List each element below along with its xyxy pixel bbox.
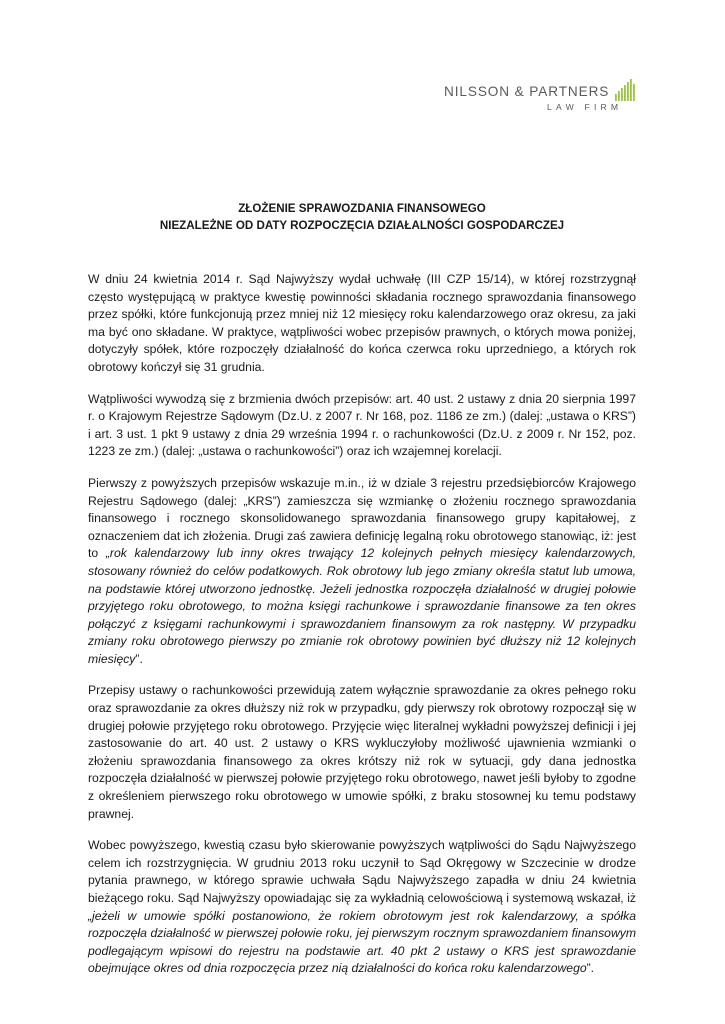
paragraph-4: Przepisy ustawy o rachunkowości przewidują zatem wyłącznie sprawozdanie za okres pełnego roku oraz sprawozdanie za okres dłuższy niż rok w przypadku, gdy pierwszy rok obrotowy rozpoczął się w drugiej połowie przyjętego roku obrotowego. Przyjęcie więc literalnej wykładni powyższej definicji i jej zastosowanie do art. 40 ust. 2 ustawy o KRS wykluczyłoby możliwość ujawnienia wzmianki o złożeniu sprawozdania finansowego za okres krótszy niż rok w sytuacji, gdy dana jednostka rozpoczęła działalność w pierwszej połowie przyjętego roku obrotowego, nawet jeśli byłoby to zgodne z określeniem pierwszego roku obrotowego w umowie spółki, z braku stosownej ku temu podstawy prawnej. (88, 683, 636, 821)
paragraph-5-quote: „jeżeli w umowie spółki postanowiono, że rokiem obrotowym jest rok kalendarzowy, a spółka rozpoczęła działalność w pierwszej połowie roku, jej pierwszym rocznym sprawozdaniem finansowym podlegającym wpisowi do rejestru na podstawie art. 40 pkt 2 ustawy o KRS jest sprawozdanie obejmujące okres od dnia rozpoczęcia przez nią działalności do końca roku kalendarzowego (88, 908, 636, 976)
paragraph-1: W dniu 24 kwietnia 2014 r. Sąd Najwyższy wydał uchwałę (III CZP 15/14), w której rozstrzygnął często występującą w praktyce kwestię powinności składania rocznego sprawozdania finansowego przez spółki, które funkcjonują przez mniej niż 12 miesięcy roku kalendarzowego oraz okresu, za jaki ma być ono składane. W praktyce, wątpliwości wobec przepisów prawnych, o których mowa poniżej, dotyczyły spółek, które rozpoczęły działalność do końca czerwca roku uprzedniego, a których rok obrotowy kończył się 31 grudnia. (88, 272, 636, 374)
title-line-2: NIEZALEŻNE OD DATY ROZPOCZĘCIA DZIAŁALNOŚCI GOSPODARCZEJ (159, 219, 565, 232)
paragraph-5 (88, 837, 636, 978)
paragraph-3-quote: „rok kalendarzowy lub inny okres trwający 12 kolejnych pełnych miesięcy kalendarzowych, stosowany również do celów podatkowych. Rok obrotowy lub jego zmiany określa statut lub umowa, na podstawie której utworzono jednostkę. Jeżeli jednostka rozpoczęła działalność w drugiej połowie przyjętego roku obrotowego, to można księgi rachunkowe i sprawozdanie finansowe za ten okres połączyć z księgami rachunkowymi i sprawozdaniem finansowym za rok następny. W przypadku zmiany roku obrotowego pierwszy po zmianie rok obrotowy powinien być dłuższy niż 12 kolejnych miesięcy (88, 546, 636, 666)
letterhead (444, 78, 644, 118)
document-title (88, 200, 636, 234)
paragraph-5-end: ”. (586, 961, 595, 976)
firm-subtitle: LAW FIRM (547, 102, 623, 112)
paragraph-3-text: Pierwszy z powyższych przepisów wskazuje m.in., iż w dziale 3 rejestru przedsiębiorców Krajowego Rejestru Sądowego (dalej: „KRS”) zamieszcza się wzmiankę o złożeniu rocznego sprawozdania finansowego i rocznego skonsolidowanego sprawozdania finansowego grupy kapitałowej, z oznaczeniem dat ich złożenia. Drugi zaś zawiera definicję legalną roku obrotowego stanowiąc, iż: jest to (88, 475, 636, 561)
title-line-1: ZŁOŻENIE SPRAWOZDANIA FINANSOWEGO (238, 202, 486, 215)
paragraph-2: Wątpliwości wywodzą się z brzmienia dwóch przepisów: art. 40 ust. 2 ustawy z dnia 20 sierpnia 1997 r. o Krajowym Rejestrze Sądowym (Dz.U. z 2007 r. Nr 168, poz. 1186 ze zm.) (dalej: „ustawa o KRS”) i art. 3 ust. 1 pkt 9 ustawy z dnia 29 września 1994 r. o rachunkowości (Dz.U. z 2009 r. Nr 152, poz. 1223 ze zm.) (dalej: „ustawa o rachunkowości”) oraz ich wzajemnej korelacji. (88, 391, 636, 459)
paragraph-3-end: ”. (135, 651, 143, 666)
rising-bars-icon (615, 79, 637, 101)
document-body (88, 271, 636, 992)
paragraph-5-text: Wobec powyższego, kwestią czasu było skierowanie powyższych wątpliwości do Sądu Najwyższego celem ich rozstrzygnięcia. W grudniu 2013 roku uczynił to Sąd Okręgowy w Szczecinie w drodze pytania prawnego, w którego sprawie uchwała Sądu Najwyższego zapadła w dniu 24 kwietnia bieżącego roku. Sąd Najwyższy opowiadając się za wykładnią celowościową i systemową wskazał, iż (88, 838, 636, 905)
paragraph-3 (88, 475, 636, 669)
firm-name: NILSSON & PARTNERS (444, 84, 610, 99)
